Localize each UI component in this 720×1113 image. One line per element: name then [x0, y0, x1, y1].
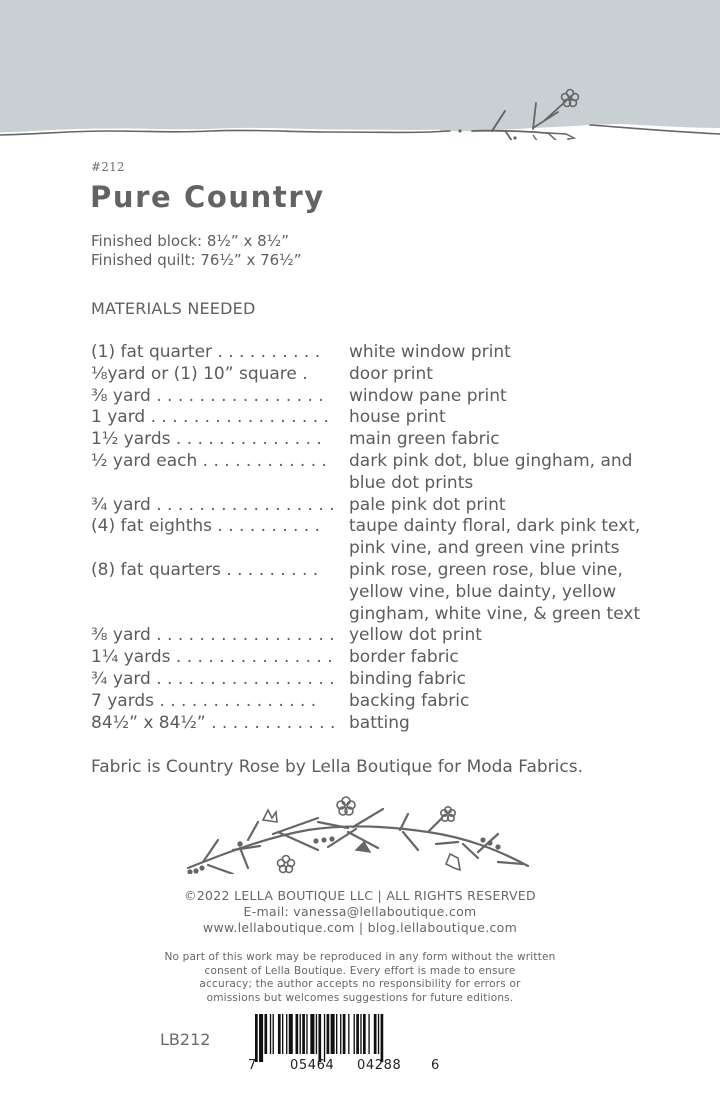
- material-quantity: (4) fat eighths . . . . . . . . . .: [91, 516, 321, 537]
- material-description: yellow vine, blue dainty, yellow: [349, 581, 617, 602]
- materials-heading: MATERIALS NEEDED: [91, 299, 256, 318]
- material-quantity: ¾ yard . . . . . . . . . . . . . . . . .: [91, 494, 335, 515]
- material-quantity: 1 yard . . . . . . . . . . . . . . . . .: [91, 407, 329, 428]
- barcode-digits-right: 04288: [357, 1058, 402, 1073]
- disclaimer-line: consent of Lella Boutique. Every effort is made to ensure: [204, 964, 516, 977]
- material-quantity: ½ yard each . . . . . . . . . . . .: [91, 450, 327, 471]
- material-description: door print: [349, 363, 433, 384]
- materials-row: [91, 691, 671, 713]
- material-description: gingham, white vine, & green text: [349, 603, 641, 624]
- material-quantity: [91, 604, 349, 626]
- material-quantity: [91, 582, 349, 604]
- materials-row: [91, 342, 671, 364]
- copyright-block: [0, 888, 720, 936]
- materials-row: [91, 386, 671, 408]
- finished-quilt-size: Finished quilt: 76½” x 76½”: [91, 251, 302, 269]
- fabric-note: Fabric is Country Rose by Lella Boutique for Moda Fabrics.: [91, 757, 583, 777]
- finished-sizes: [91, 232, 302, 270]
- materials-list: [91, 342, 671, 734]
- email-text[interactable]: E-mail: vanessa@lellaboutique.com: [243, 904, 477, 919]
- materials-row: [91, 713, 671, 735]
- product-sku: LB212: [160, 1030, 211, 1049]
- floral-vine-icon: [178, 792, 538, 878]
- material-description: batting: [349, 712, 410, 733]
- materials-row: [91, 495, 671, 517]
- material-quantity: [91, 538, 349, 560]
- material-quantity: 7 yards . . . . . . . . . . . . . . .: [91, 690, 317, 711]
- materials-row: [91, 516, 671, 538]
- material-quantity: [91, 473, 349, 495]
- materials-row: [91, 604, 671, 626]
- material-description: dark pink dot, blue gingham, and: [349, 450, 633, 471]
- material-description: border fabric: [349, 647, 459, 668]
- material-description: backing fabric: [349, 690, 470, 711]
- flower-sprig-icon: [0, 0, 720, 140]
- material-description: binding fabric: [349, 668, 467, 689]
- materials-row: [91, 560, 671, 582]
- materials-row: [91, 407, 671, 429]
- material-quantity: 1¼ yards . . . . . . . . . . . . . . .: [91, 647, 333, 668]
- website-links[interactable]: www.lellaboutique.com | blog.lellaboutique.com: [202, 920, 518, 935]
- header-band: [0, 0, 720, 140]
- material-quantity: ⅜ yard . . . . . . . . . . . . . . . .: [91, 385, 324, 406]
- materials-row: [91, 625, 671, 647]
- barcode-digits-left: 05464: [290, 1058, 335, 1073]
- materials-row: [91, 538, 671, 560]
- disclaimer-line: accuracy; the author accepts no responsibility for errors or: [199, 978, 521, 991]
- material-quantity: (1) fat quarter . . . . . . . . . .: [91, 342, 321, 362]
- material-description: main green fabric: [349, 429, 500, 450]
- material-description: pale pink dot print: [349, 494, 506, 515]
- materials-row: [91, 669, 671, 691]
- page-title: Pure Country: [90, 180, 325, 214]
- disclaimer: [0, 951, 720, 1005]
- material-description: pink vine, and green vine prints: [349, 538, 620, 559]
- materials-row: [91, 582, 671, 604]
- disclaimer-line: omissions but welcomes suggestions for future editions.: [206, 991, 514, 1004]
- material-description: taupe dainty floral, dark pink text,: [349, 516, 641, 537]
- materials-row: [91, 647, 671, 669]
- material-quantity: ¾ yard . . . . . . . . . . . . . . . . .: [91, 668, 335, 689]
- material-quantity: ⅛yard or (1) 10” square .: [91, 363, 308, 384]
- barcode-digit-check: 6: [431, 1058, 440, 1073]
- material-quantity: 84½” x 84½” . . . . . . . . . . . .: [91, 712, 336, 733]
- disclaimer-line: No part of this work may be reproduced in any form without the written: [164, 951, 556, 963]
- material-description: pink rose, green rose, blue vine,: [349, 559, 623, 580]
- material-quantity: (8) fat quarters . . . . . . . . .: [91, 559, 319, 580]
- material-description: window pane print: [349, 385, 507, 406]
- materials-row: [91, 429, 671, 451]
- material-description: yellow dot print: [349, 625, 482, 646]
- barcode-digit-lead: 7: [248, 1058, 257, 1073]
- copyright-text: ©2022 LELLA BOUTIQUE LLC | ALL RIGHTS RESERVED: [184, 888, 536, 903]
- material-quantity: 1½ yards . . . . . . . . . . . . . .: [91, 429, 322, 450]
- barcode-icon: [248, 1014, 438, 1066]
- materials-row: [91, 364, 671, 386]
- pattern-number: #212: [91, 160, 125, 174]
- materials-row: [91, 451, 671, 473]
- material-quantity: ⅜ yard . . . . . . . . . . . . . . . . .: [91, 625, 335, 646]
- material-description: house print: [349, 407, 446, 428]
- material-description: white window print: [349, 342, 511, 362]
- materials-row: [91, 473, 671, 495]
- finished-block-size: Finished block: 8½” x 8½”: [91, 232, 289, 250]
- material-description: blue dot prints: [349, 472, 474, 493]
